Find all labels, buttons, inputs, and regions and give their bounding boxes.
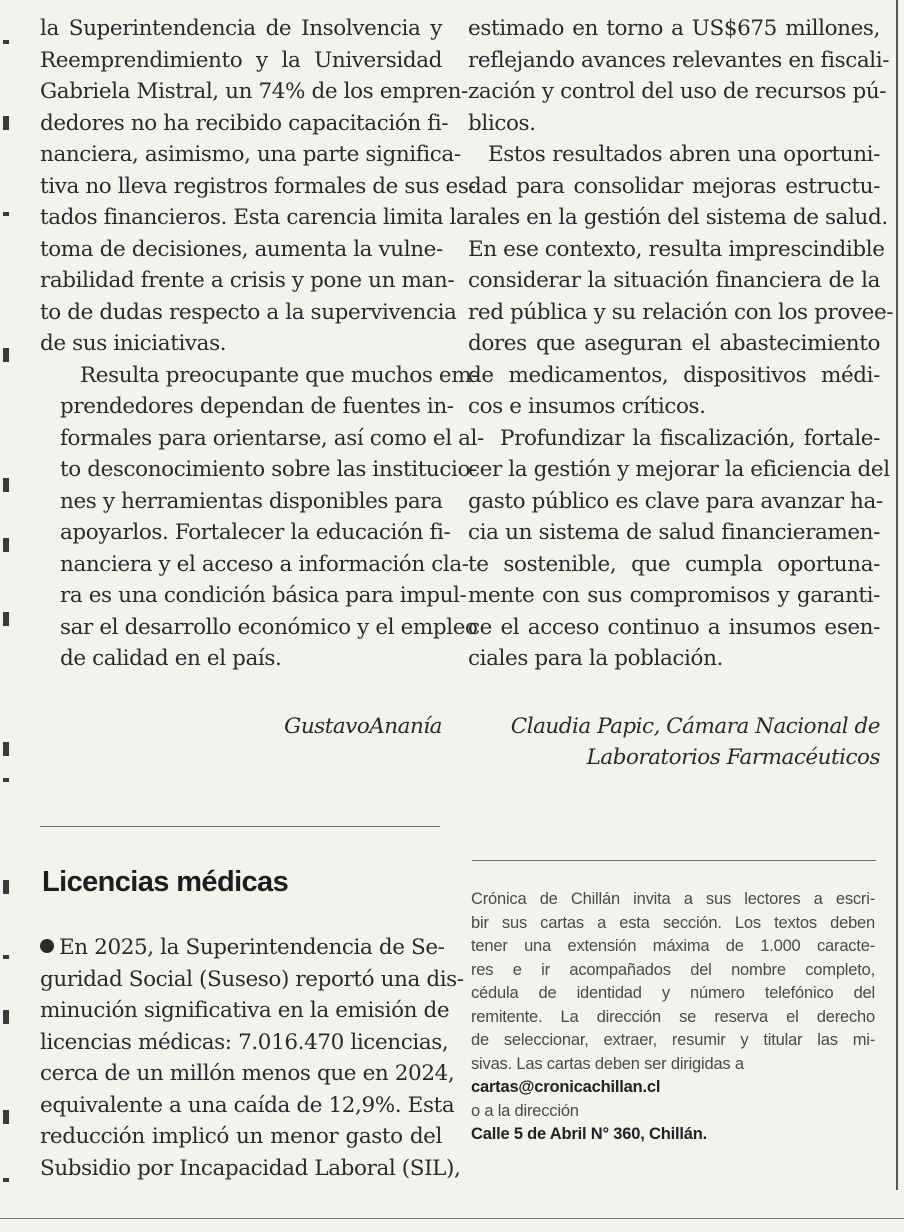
right-paragraph-1: estimado en torno a US$675 millones, reflejando avances relevantes en fiscali- zación y control del uso de recursos pú- blicos.	[468, 16, 890, 136]
editor-note: Crónica de Chillán invita a sus lectores a escri- bir sus cartas a esta sección. Los textos deben tener una extensión máxima de 1.000 caracte- res e ir acompañados del nombre completo, cédula de identidad y número telefónico del remitente. La dirección se reserva el derecho de seleccionar, extraer, resumir y titular las mi- sivas. Las cartas deben ser dirigidas a cartas@cronicachillan.cl o a la dirección Calle 5 de Abril N° 360, Chillán.	[471, 888, 875, 1147]
previous-column-edge	[0, 0, 12, 1232]
left-column	[40, 13, 484, 742]
left-paragraph-1: la Superintendencia de Insolvencia y Reemprendimiento y la Universidad Gabriela Mistral, un 74% de los empren- dedores no ha recibido capacitación fi- nanciera, asimismo, una parte significa- tiva no lleva registros formales de sus es- tados financieros. Esta carencia limita la toma de decisiones, aumenta la vulne- rabilidad frente a crisis y pone un man- to de dudas respecto a la supervivencia de sus iniciativas.	[40, 16, 476, 356]
right-divider	[472, 860, 876, 861]
postal-address: Calle 5 de Abril N° 360, Chillán.	[471, 1125, 707, 1143]
left-paragraph-2: Resulta preocupante que muchos em- prendedores dependan de fuentes in- formales para orientarse, así como el al- to desconocimiento sobre las institucio- nes y herramientas disponibles para apoyarlos. Fortalecer la educación fi- nanciera y el acceso a información cla- ra es una condición básica para impul- sar el desarrollo económico y el empleo de calidad en el país.	[60, 362, 484, 671]
section-heading: Licencias médicas	[42, 866, 289, 898]
right-paragraph-3: Profundizar la fiscalización, fortale- cer la gestión y mejorar la eficiencia del gasto público es clave para avanzar ha- cia un sistema de salud financieramen- te sostenible, que cumpla oportuna- mente con sus compromisos y garanti- ce el acceso continuo a insumos esen- ciales para la población.	[468, 425, 890, 671]
contact-email[interactable]: cartas@cronicachillan.cl	[471, 1078, 661, 1096]
right-paragraph-2: Estos resultados abren una oportuni- dad para consolidar mejoras estructu- rales en la gestión del sistema de salud. En ese contexto, resulta imprescindible considerar la situación financiera de la red pública y su relación con los provee- dores que aseguran el abastecimiento de medicamentos, dispositivos médi- cos e insumos críticos.	[468, 142, 894, 419]
licencias-paragraph: En 2025, la Superintendencia de Se- guridad Social (Suseso) reportó una dis- minución significativa en la emisión de licencias médicas: 7.016.470 licencias, cerca de un millón menos que en 2024, equivalente a una caída de 12,9%. Esta reducción implicó un menor gasto del Subsidio por Incapacidad Laboral (SIL),	[40, 935, 464, 1181]
left-divider	[40, 826, 440, 827]
right-column	[468, 13, 894, 773]
page-bottom-rule	[0, 1218, 904, 1219]
right-column-border	[896, 0, 898, 1190]
licencias-article	[40, 932, 464, 1184]
right-signature: Claudia Papic, Cámara Nacional de Laboratorios Farmacéuticos	[510, 713, 880, 770]
left-signature: GustavoAnanía	[284, 713, 442, 739]
bullet-icon	[40, 939, 54, 953]
